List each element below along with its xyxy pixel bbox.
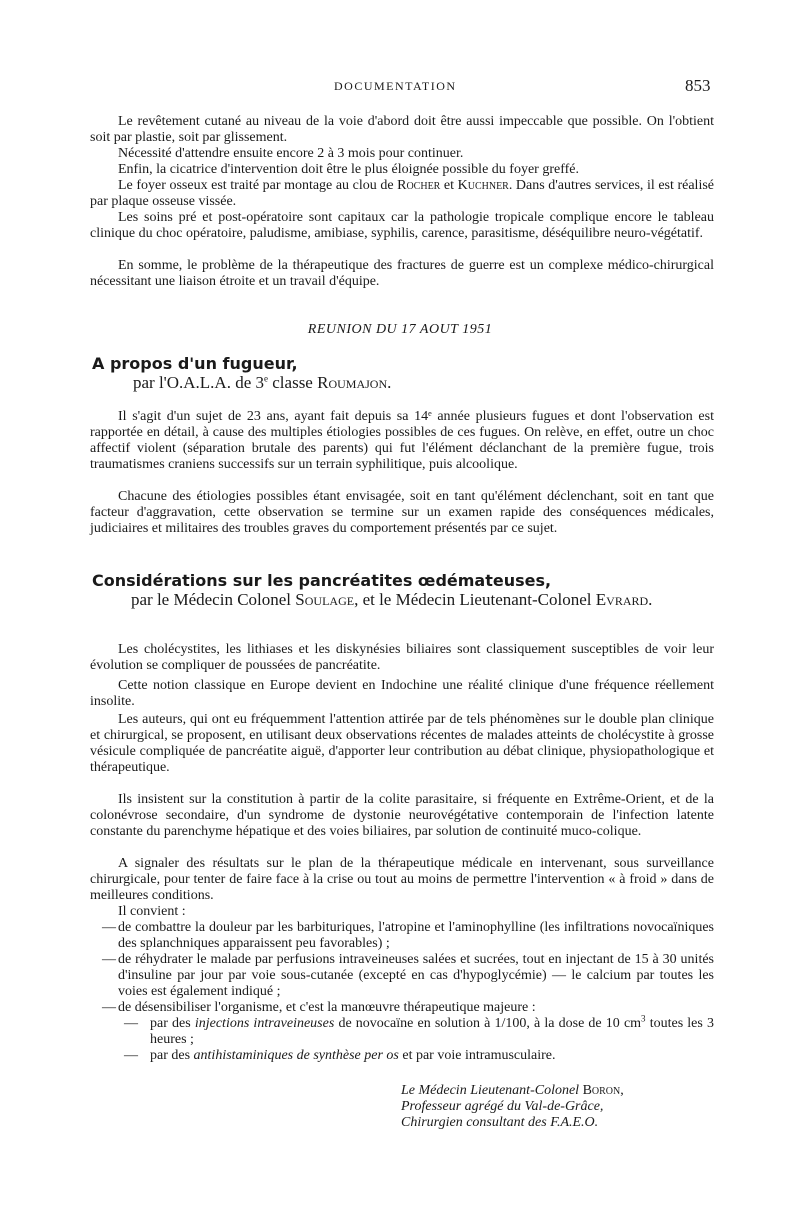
section-title-fugueur: A propos d'un fugueur, (92, 354, 298, 373)
unit-superscript: 3 (641, 1013, 646, 1024)
sub-list-text: de novocaïne en solution à 1/100, à la dose de 10 cm (334, 1016, 642, 1031)
intro-paragraph: Enfin, la cicatrice d'intervention doit être le plus éloignée possible du foyer greffé. (118, 162, 579, 177)
surgeon-name: Rocher (397, 178, 441, 193)
surgeon-name: Kuchner (457, 178, 509, 193)
list-item-text: de combattre la douleur par les barbituriques, l'atropine et l'aminophylline (les infiltrations novocaïniques des splanchniques apparaissent peu favorables) ; (118, 920, 714, 951)
byline-text: par le Médecin Colonel (131, 590, 296, 609)
section-byline-fugueur (133, 373, 391, 393)
body-paragraph: Les auteurs, qui ont eu fréquemment l'attention attirée par de tels phénomènes sur le double plan clinique et chirurgical, se proposent, en utilisant deux observations récentes de malades atteints de cholécystite à grosse vésicule compliquée de pancréatite aiguë, d'apporter leur contribution au débat clinique, physiopathologique et thérapeutique. (90, 712, 714, 775)
author-name: Evrard. (595, 590, 653, 609)
section-title-pancreatites: Considérations sur les pancréatites œdémateuses, (92, 571, 552, 590)
intro-paragraph: En somme, le problème de la thérapeutique des fractures de guerre est un complexe médico-chirurgical nécessitant une liaison étroite et un travail d'équipe. (90, 258, 714, 289)
ordinal-superscript: e (264, 373, 269, 384)
sub-list-text: et par voie intramusculaire. (398, 1048, 556, 1063)
list-item-text: de désensibiliser l'organisme, et c'est la manœuvre thérapeutique majeure : (118, 1000, 536, 1015)
signature-name: Boron, (582, 1083, 624, 1098)
signature-block (401, 1083, 624, 1131)
body-paragraph: Chacune des étiologies possibles étant envisagée, soit en tant qu'élément déclenchant, soit en tant que facteur d'aggravation, cette observation se termine sur un examen rapide des conséquences médicales, judiciaires et militaires des troubles graves du comportement présentés par ce sujet. (90, 489, 714, 536)
body-paragraph: Les cholécystites, les lithiases et les diskynésies biliaires sont classiquement susceptibles de voir leur évolution se compliquer de poussées de pancréatite. (90, 642, 714, 673)
intro-paragraph: Le foyer osseux est traité par montage au clou de Rocher et Kuchner. Dans d'autres services, il est réalisé par plaque osseuse vissée. (90, 178, 714, 209)
meeting-heading: REUNION DU 17 AOUT 1951 (307, 322, 493, 337)
dash-bullet: — (102, 952, 116, 967)
intro-paragraph: Les soins pré et post-opératoire sont capitaux car la pathologie tropicale complique encore le tableau clinique du choc opératoire, paludisme, amibiase, syphilis, carence, parasitisme, déséquilibre neuro-végétatif. (90, 210, 714, 241)
body-paragraph: Il convient : (118, 904, 186, 919)
sub-list-text: par des (150, 1048, 194, 1063)
dash-bullet: — (124, 1048, 138, 1063)
body-paragraph: Cette notion classique en Europe devient en Indochine une réalité clinique d'une fréquence réellement insolite. (90, 678, 714, 709)
signature-line: Professeur agrégé du Val-de-Grâce, (401, 1099, 604, 1114)
sub-list-text: toutes les 3 heures ; (150, 1016, 714, 1047)
sub-list-item (90, 1013, 714, 1048)
signature-line: Chirurgien consultant des F.A.E.O. (401, 1115, 599, 1130)
dash-bullet: — (102, 1000, 116, 1015)
dash-bullet: — (124, 1016, 138, 1031)
list-item (90, 952, 714, 1000)
sub-list-emphasis: antihistaminiques de synthèse per os (193, 1048, 399, 1063)
running-title: DOCUMENTATION (334, 79, 457, 93)
signature-title: Le Médecin Lieutenant-Colonel (401, 1083, 583, 1098)
sub-list-text: par des (150, 1016, 195, 1031)
body-paragraph: Il s'agit d'un sujet de 23 ans, ayant fait depuis sa 14ᵉ année plusieurs fugues et dont l'observation est rapportée en détail, à cause des multiples étiologies possibles de ces fugues. On relève, en effet, outre un choc affectif violent (séparation brutale des parents) qui fut l'élément déclanchant de la première fugue, trois traumatismes craniens successifs sur un terrain syphilitique, puis alcoolique. (90, 409, 714, 472)
intro-paragraph: Nécessité d'attendre ensuite encore 2 à 3 mois pour continuer. (118, 146, 464, 161)
page-number: 853 (685, 76, 711, 95)
treatment-list (90, 920, 714, 1064)
author-name: Roumajon. (317, 373, 392, 392)
sub-list-emphasis: injections intraveineuses (194, 1016, 335, 1031)
dash-bullet: — (102, 920, 116, 935)
byline-text: par l'O.A.L.A. de 3 (133, 373, 265, 392)
signature-line (401, 1083, 624, 1099)
author-name: Soulage (295, 590, 355, 609)
byline-text: , et le Médecin Lieutenant-Colonel (354, 590, 596, 609)
list-item (90, 920, 714, 952)
body-paragraph: Ils insistent sur la constitution à partir de la colite parasitaire, si fréquente en Extrême-Orient, et de la colonévrose secondaire, d'un syndrome de dystonie neurovégétative contemporain de l'infection latente constante du parenchyme hépatique et des voies biliaires, par solution de continuité muco-colique. (90, 792, 714, 839)
section-byline-pancreatites (131, 590, 731, 610)
byline-text: classe (268, 373, 318, 392)
intro-paragraph: Le revêtement cutané au niveau de la voie d'abord doit être aussi impeccable que possible. On l'obtient soit par plastie, soit par glissement. (90, 114, 714, 145)
list-item (90, 1000, 714, 1016)
list-item-text: de réhydrater le malade par perfusions intraveineuses salées et sucrées, tout en injectant de 15 à 30 unités d'insuline par jour par voie sous-cutanée (excepté en cas d'hypoglycémie) — le calcium par toutes les voies est également indiqué ; (118, 952, 714, 999)
body-paragraph: A signaler des résultats sur le plan de la thérapeutique médicale en intervenant, sous surveillance chirurgicale, pour tenter de faire face à la crise ou tout au moins de permettre l'intervention « à froid » dans de meilleures conditions. (90, 856, 714, 903)
sub-list-item (90, 1048, 714, 1064)
